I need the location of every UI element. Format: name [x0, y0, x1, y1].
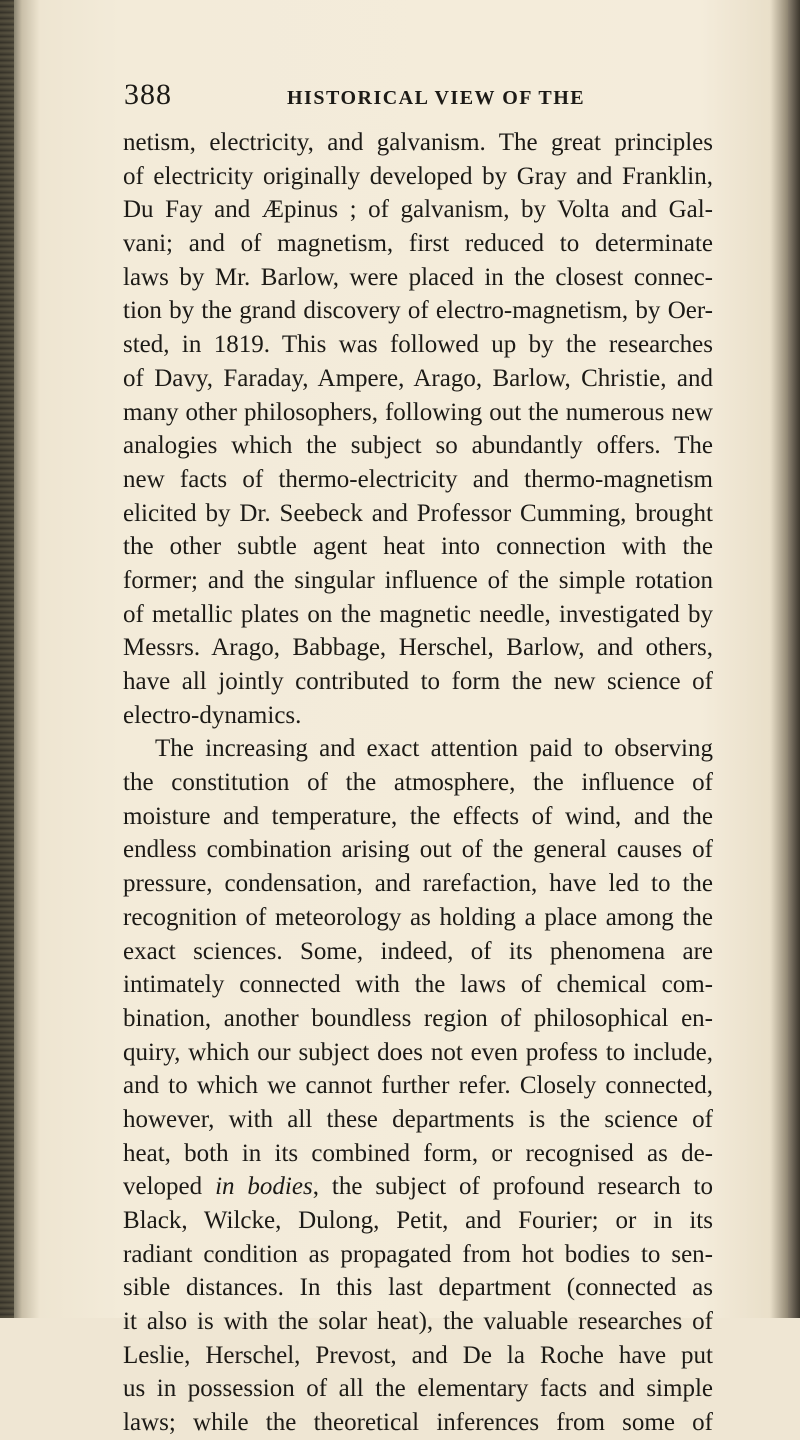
- text-line: tion by the grand discovery of electro-magnetism, by Oer-: [123, 297, 713, 325]
- text-line: electro-dynamics.: [123, 701, 302, 729]
- text-line: of electricity originally developed by Gray and Franklin,: [123, 162, 713, 190]
- text-line: it also is with the solar heat), the valuable researches of: [123, 1308, 713, 1336]
- text-line: endless combination arising out of the general causes of: [123, 836, 713, 864]
- page-header: [124, 78, 724, 118]
- text-line: however, with all these departments is the science of: [123, 1105, 713, 1133]
- text-line: the other subtle agent heat into connection with the: [123, 533, 713, 561]
- text-line: Black, Wilcke, Dulong, Petit, and Fourier; or in its: [123, 1207, 713, 1234]
- text-line: sted, in 1819. This was followed up by the researches: [123, 331, 713, 359]
- text-line: of metallic plates on the magnetic needle, investigated by: [123, 600, 713, 628]
- text-line: bination, another boundless region of philosophical en-: [123, 1004, 713, 1032]
- text-line: laws; while the theoretical inferences from some of: [123, 1409, 713, 1437]
- text-line: Messrs. Arago, Babbage, Herschel, Barlow, and others,: [123, 634, 713, 662]
- running-head: HISTORICAL VIEW OF THE: [287, 87, 586, 109]
- text-line: new facts of thermo-electricity and thermo-magnetism: [123, 465, 713, 493]
- text-line: recognition of meteorology as holding a place among the: [123, 903, 713, 931]
- text-line: former; and the singular influence of the simple rotation: [123, 566, 713, 594]
- text-line: pressure, condensation, and rarefaction, have led to the: [123, 870, 713, 898]
- text-line: netism, electricity, and galvanism. The great principles: [123, 129, 713, 156]
- text-line: analogies which the subject so abundantly offers. The: [123, 432, 713, 460]
- text-line: many other philosophers, following out the numerous new: [123, 398, 713, 426]
- page-number: 388: [124, 78, 172, 111]
- text-line: Du Fay and Æpinus ; of galvanism, by Volta and Gal-: [123, 196, 713, 224]
- text-segment: veloped: [123, 1173, 203, 1201]
- text-segment: , the subject of profound research to: [312, 1173, 714, 1201]
- page-outer-edge: [788, 0, 800, 1318]
- text-line: of Davy, Faraday, Ampere, Arago, Barlow, Christie, and: [123, 364, 713, 392]
- text-line: radiant condition as propagated from hot bodies to sen-: [123, 1240, 713, 1268]
- text-line: sible distances. In this last department (connected as: [123, 1274, 713, 1302]
- text-line: have all jointly contributed to form the new science of: [123, 668, 713, 695]
- text-line: vani; and of magnetism, first reduced to determinate: [123, 230, 713, 258]
- body-text: [123, 126, 713, 1440]
- text-line: quiry, which our subject does not even profess to include,: [123, 1038, 713, 1066]
- page-binding-edge: [0, 0, 14, 1318]
- text-line: Leslie, Herschel, Prevost, and De la Roche have put: [123, 1341, 713, 1369]
- italic-phrase: in bodies: [215, 1173, 313, 1201]
- text-line: laws by Mr. Barlow, were placed in the closest connec-: [123, 263, 713, 291]
- text-line: intimately connected with the laws of chemical com-: [123, 971, 713, 999]
- paragraph-start-line: The increasing and exact attention paid to observing: [155, 735, 713, 763]
- text-line: moisture and temperature, the effects of wind, and the: [123, 802, 713, 830]
- text-line: the constitution of the atmosphere, the influence of: [123, 769, 713, 797]
- text-line: and to which we cannot further refer. Closely connected,: [123, 1072, 713, 1100]
- text-line: exact sciences. Some, indeed, of its phenomena are: [123, 937, 713, 965]
- text-line: us in possession of all the elementary facts and simple: [123, 1375, 713, 1403]
- text-line: heat, both in its combined form, or recognised as de-: [123, 1139, 713, 1167]
- text-line: [123, 1170, 713, 1204]
- text-line: elicited by Dr. Seebeck and Professor Cumming, brought: [123, 499, 713, 527]
